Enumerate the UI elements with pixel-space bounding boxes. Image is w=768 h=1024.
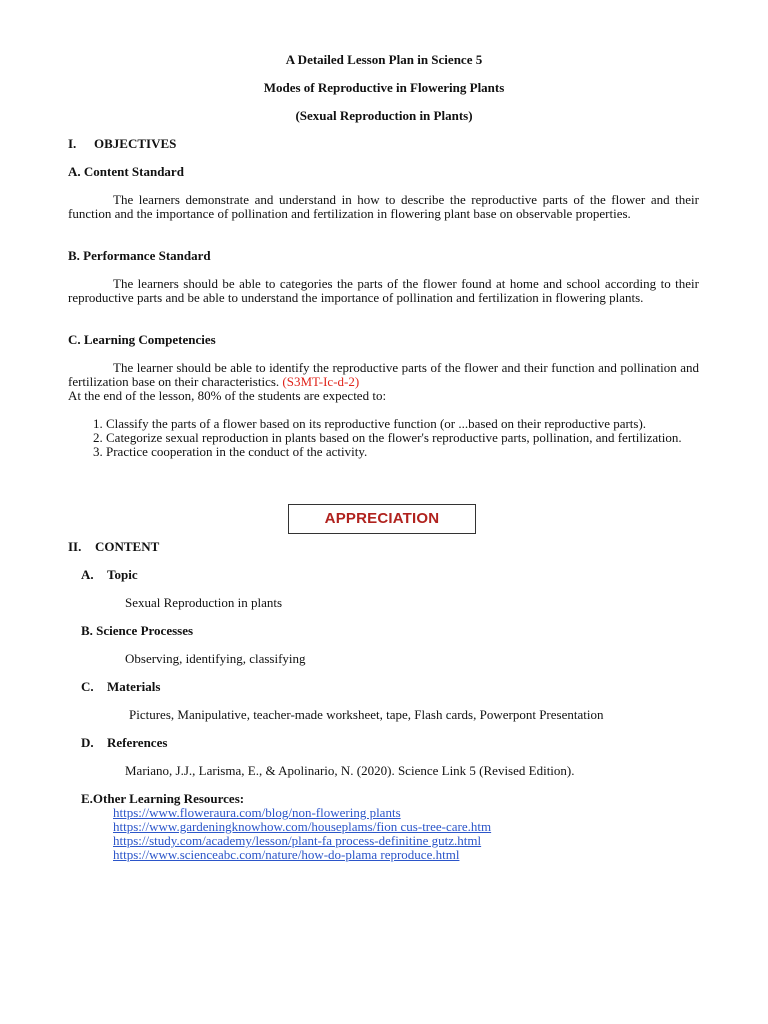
references-heading-number: D. (81, 735, 94, 750)
topic-heading: Topic (107, 567, 138, 582)
list-item: 3. Practice cooperation in the conduct of the activity. (93, 444, 368, 459)
resource-link[interactable]: https://study.com/academy/lesson/plant-fa process-definitine gutz.html (113, 833, 482, 848)
document-subtitle: Modes of Reproductive in Flowering Plants (263, 80, 505, 95)
resource-link[interactable]: https://www.scienceabc.com/nature/how-do-plama reproduce.html (113, 847, 460, 862)
performance-standard-heading: B. Performance Standard (68, 248, 211, 263)
content-heading-number: II. (68, 539, 82, 554)
references-heading: References (107, 735, 168, 750)
science-processes-text: Observing, identifying, classifying (125, 651, 306, 666)
document-subtitle-2: (Sexual Reproduction in Plants) (295, 108, 473, 123)
performance-standard-text: The learners should be able to categories the parts of the flower found at home and school according to their reproductive parts and be able to understand the importance of pollination and fertilization in flowering plants. (68, 276, 699, 305)
resource-links (113, 806, 491, 862)
materials-heading-number: C. (81, 679, 94, 694)
learning-competencies-heading: C. Learning Competencies (68, 332, 216, 347)
competencies-intro: At the end of the lesson, 80% of the students are expected to: (68, 388, 387, 403)
science-processes-heading: B. Science Processes (81, 623, 194, 638)
content-standard-heading: A. Content Standard (68, 164, 184, 179)
appreciation-button[interactable]: APPRECIATION (288, 504, 476, 534)
competencies-sentence: The learner should be able to identify the reproductive parts of the flower and their function and pollination and fertilization base on their characteristics. (68, 360, 699, 389)
materials-heading: Materials (107, 679, 161, 694)
objectives-heading: OBJECTIVES (94, 136, 177, 151)
competency-code: (S3MT-Ic-d-2) (282, 374, 360, 389)
document-title: A Detailed Lesson Plan in Science 5 (285, 52, 483, 67)
other-resources-heading: E.Other Learning Resources: (81, 791, 245, 806)
resource-link[interactable]: https://www.floweraura.com/blog/non-flowering plants (113, 805, 401, 820)
list-item: 1. Classify the parts of a flower based on its reproductive function (or ...based on their reproductive parts). (93, 416, 647, 431)
topic-text: Sexual Reproduction in plants (125, 595, 283, 610)
references-text: Mariano, J.J., Larisma, E., & Apolinario, N. (2020). Science Link 5 (Revised Edition). (125, 763, 575, 778)
resource-link[interactable]: https://www.gardeningknowhow.com/houseplams/fion cus-tree-care.htm (113, 819, 492, 834)
content-heading: CONTENT (95, 539, 160, 554)
topic-heading-number: A. (81, 567, 94, 582)
learning-competencies-text (68, 361, 699, 389)
objectives-heading-number: I. (68, 136, 77, 151)
list-item: 2. Categorize sexual reproduction in plants based on the flower's reproductive parts, pollination, and fertilization. (93, 430, 682, 445)
content-standard-text: The learners demonstrate and understand in how to describe the reproductive parts of the flower and their function and the importance of pollination and fertilization in flowering plant base on observable properties. (68, 192, 699, 221)
objectives-list (93, 417, 699, 459)
materials-text: Pictures, Manipulative, teacher-made worksheet, tape, Flash cards, Powerpont Presentation (129, 707, 604, 722)
